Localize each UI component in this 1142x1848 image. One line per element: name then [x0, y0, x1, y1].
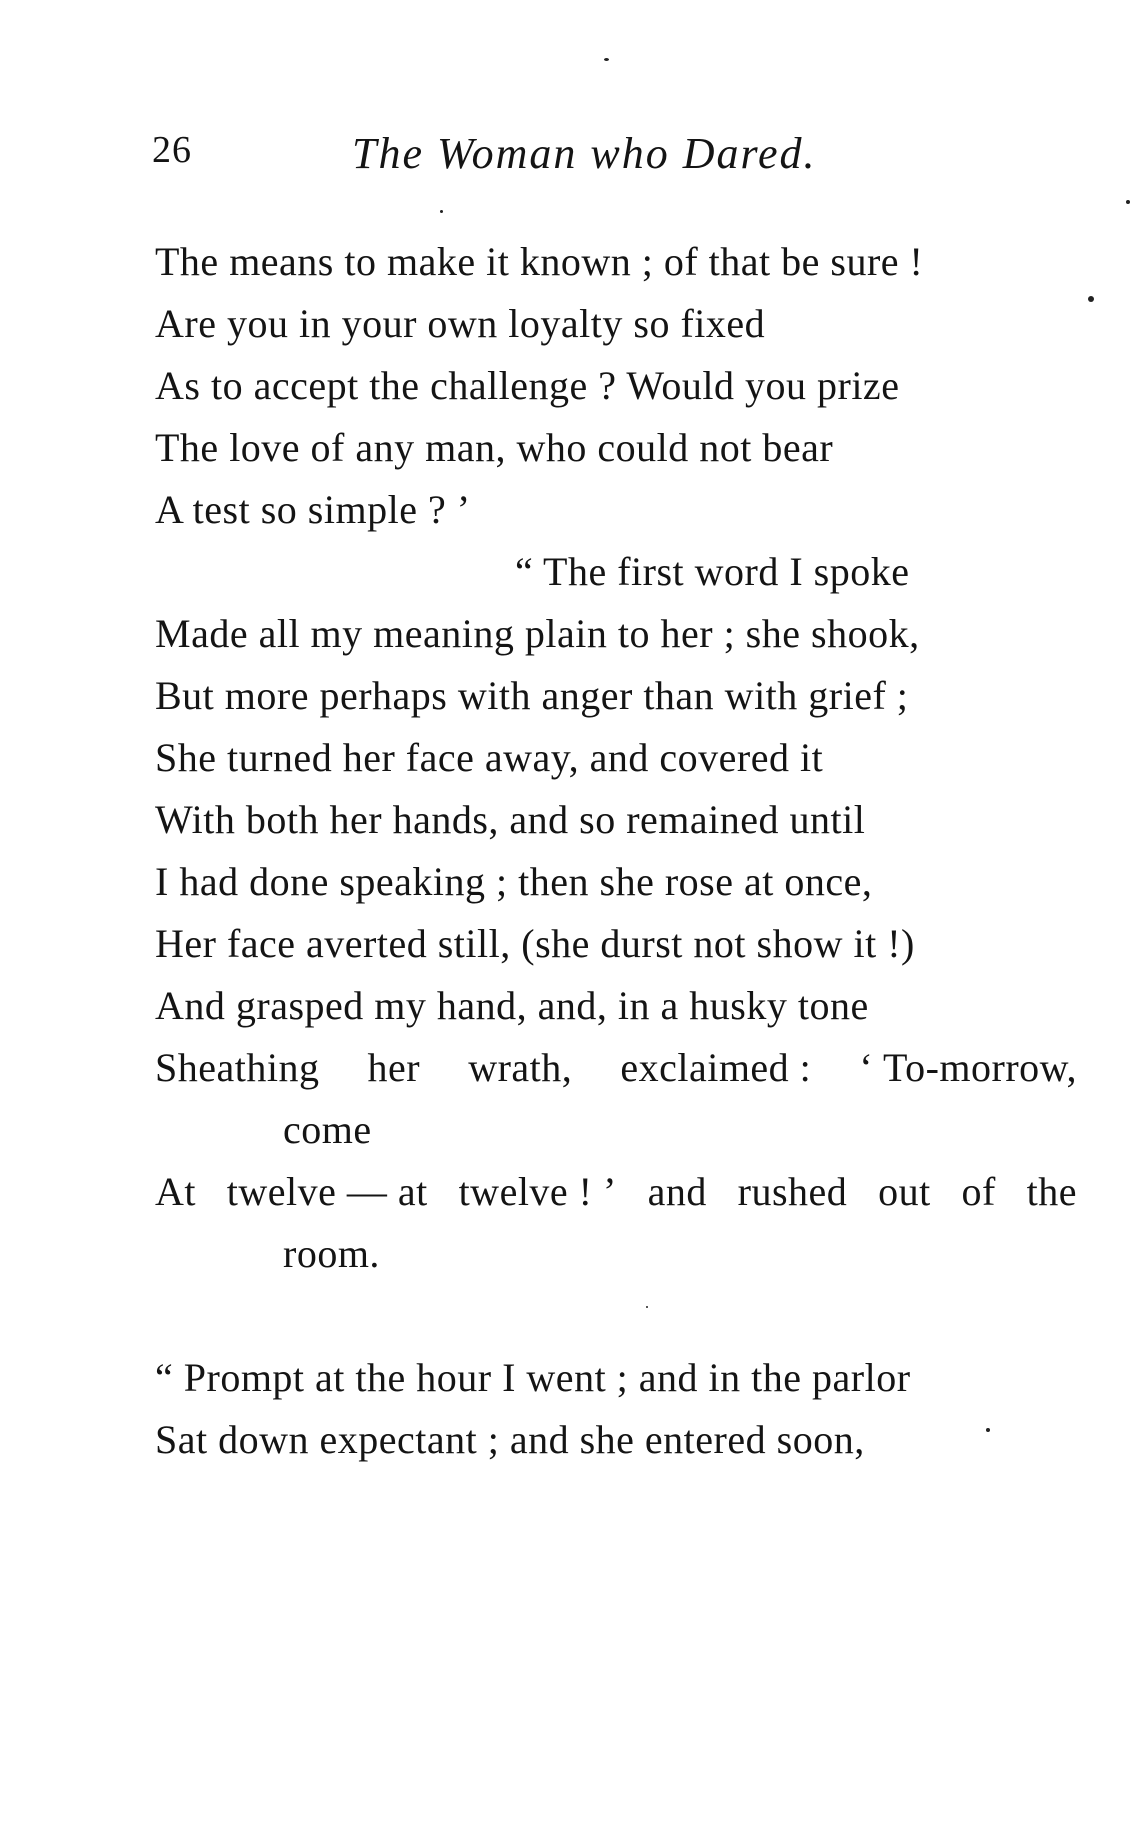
verse-line: “ The first word I spoke: [515, 549, 910, 594]
verse-line: But more perhaps with anger than with grief ;: [155, 673, 909, 718]
verse-line: Sat down expectant ; and she entered soon,: [155, 1417, 865, 1462]
verse-word: and: [647, 1169, 707, 1214]
scan-speck: [1088, 296, 1094, 302]
verse-line: The love of any man, who could not bear: [155, 425, 834, 470]
verse-word: At: [155, 1169, 196, 1214]
verse-word: of: [961, 1169, 996, 1214]
scan-speck: [986, 1428, 990, 1432]
running-title: The Woman who Dared.: [352, 129, 817, 178]
verse-line: With both her hands, and so remained until: [155, 797, 866, 842]
verse-line: [155, 1168, 1077, 1216]
scan-speck: [604, 58, 609, 61]
verse-word: twelve ! ’: [458, 1169, 617, 1214]
verse-word: rushed: [737, 1169, 848, 1214]
verse-word: wrath,: [468, 1045, 573, 1090]
page-number: 26: [152, 129, 192, 171]
verse-line: She turned her face away, and covered it: [155, 735, 824, 780]
verse-word: out: [878, 1169, 931, 1214]
verse-word: exclaimed :: [620, 1045, 812, 1090]
verse-line-continuation: come: [283, 1107, 372, 1152]
verse-word: her: [367, 1045, 421, 1090]
verse-word: Sheathing: [155, 1045, 320, 1090]
scan-speck: [440, 210, 443, 213]
verse-line: Are you in your own loyalty so fixed: [155, 301, 766, 346]
verse-line: The means to make it known ; of that be sure !: [155, 239, 924, 284]
verse-word: the: [1026, 1169, 1077, 1214]
verse-line: Made all my meaning plain to her ; she shook,: [155, 611, 920, 656]
verse-word: ‘ To-morrow,: [859, 1045, 1077, 1090]
verse-line: And grasped my hand, and, in a husky tone: [155, 983, 869, 1028]
scan-speck: [1126, 200, 1130, 204]
verse-line: I had done speaking ; then she rose at once,: [155, 859, 873, 904]
verse-line: A test so simple ? ’: [155, 487, 471, 532]
verse-word: twelve — at: [226, 1169, 428, 1214]
verse-line: Her face averted still, (she durst not show it !): [155, 921, 915, 966]
page-header: [152, 128, 912, 188]
verse-line: As to accept the challenge ? Would you prize: [155, 363, 900, 408]
verse-line: “ Prompt at the hour I went ; and in the parlor: [155, 1355, 911, 1400]
verse-line-continuation: room.: [283, 1231, 380, 1276]
scan-speck: [646, 1306, 648, 1308]
verse-line: [155, 1044, 1077, 1092]
